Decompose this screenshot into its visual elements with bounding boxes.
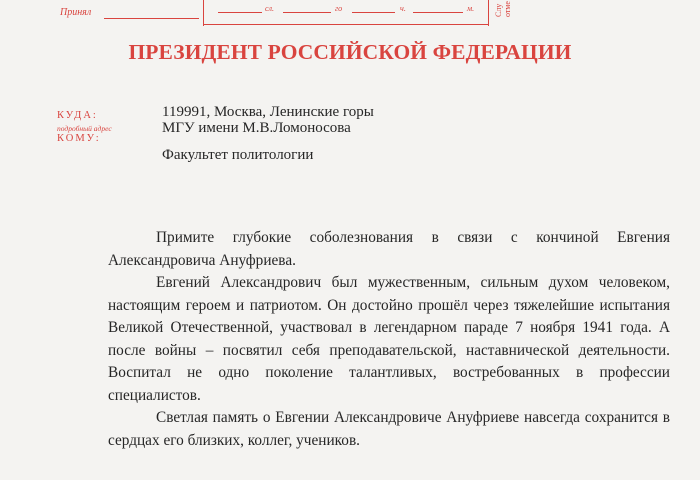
date-blank (413, 12, 463, 13)
address-line-2: МГУ имени М.В.Ломоносова (162, 120, 351, 136)
page-title: ПРЕЗИДЕНТ РОССИЙСКОЙ ФЕДЕРАЦИИ (128, 40, 572, 64)
side-text-2: отме (503, 1, 512, 18)
date-label-m: м. (467, 4, 475, 13)
date-label-sl: сл. (265, 4, 275, 13)
date-blank (283, 12, 331, 13)
to-whom-label: КОМУ: (57, 133, 101, 144)
paragraph-biography: Евгений Александрович был мужественным, сильным духом человеком, настоящим героем и патриотом. Он достойно прошёл через тяжелейшие испытания Великой Отечественной, участвовал в легендарном параде 7 ноября 1941 года. А после войны – посвятил себя преподавательской, наставнической деятельности. Воспитал не одно поколение талантливых, востребованных в профессии специалистов. (108, 274, 670, 404)
to-where-label: КУДА: (57, 110, 98, 121)
date-blank (218, 12, 262, 13)
date-blank (352, 12, 395, 13)
side-text-1: Слу (494, 3, 503, 18)
date-label-go: го (335, 4, 343, 13)
address-hint: подробный адрес (57, 124, 112, 133)
header-divider (488, 0, 489, 26)
recipient-line: Факультет политологии (162, 147, 314, 163)
paragraph-memory: Светлая память о Евгении Александровиче Ануфриеве навсегда сохранится в сердцах его близких, коллег, учеников. (108, 409, 670, 449)
received-label: Принял (60, 7, 92, 18)
paragraph-condolences: Примите глубокие соболезнования в связи с кончиной Евгения Александровича Ануфриева. (108, 229, 670, 269)
form-header (0, 0, 700, 30)
date-label-ch: ч. (400, 4, 406, 13)
address-line-1: 119991, Москва, Ленинские горы (162, 104, 374, 120)
header-divider (203, 0, 204, 26)
received-line (104, 18, 199, 19)
header-bottom-rule (203, 24, 489, 25)
side-service-mark (494, 1, 512, 17)
letter-body (108, 227, 670, 452)
